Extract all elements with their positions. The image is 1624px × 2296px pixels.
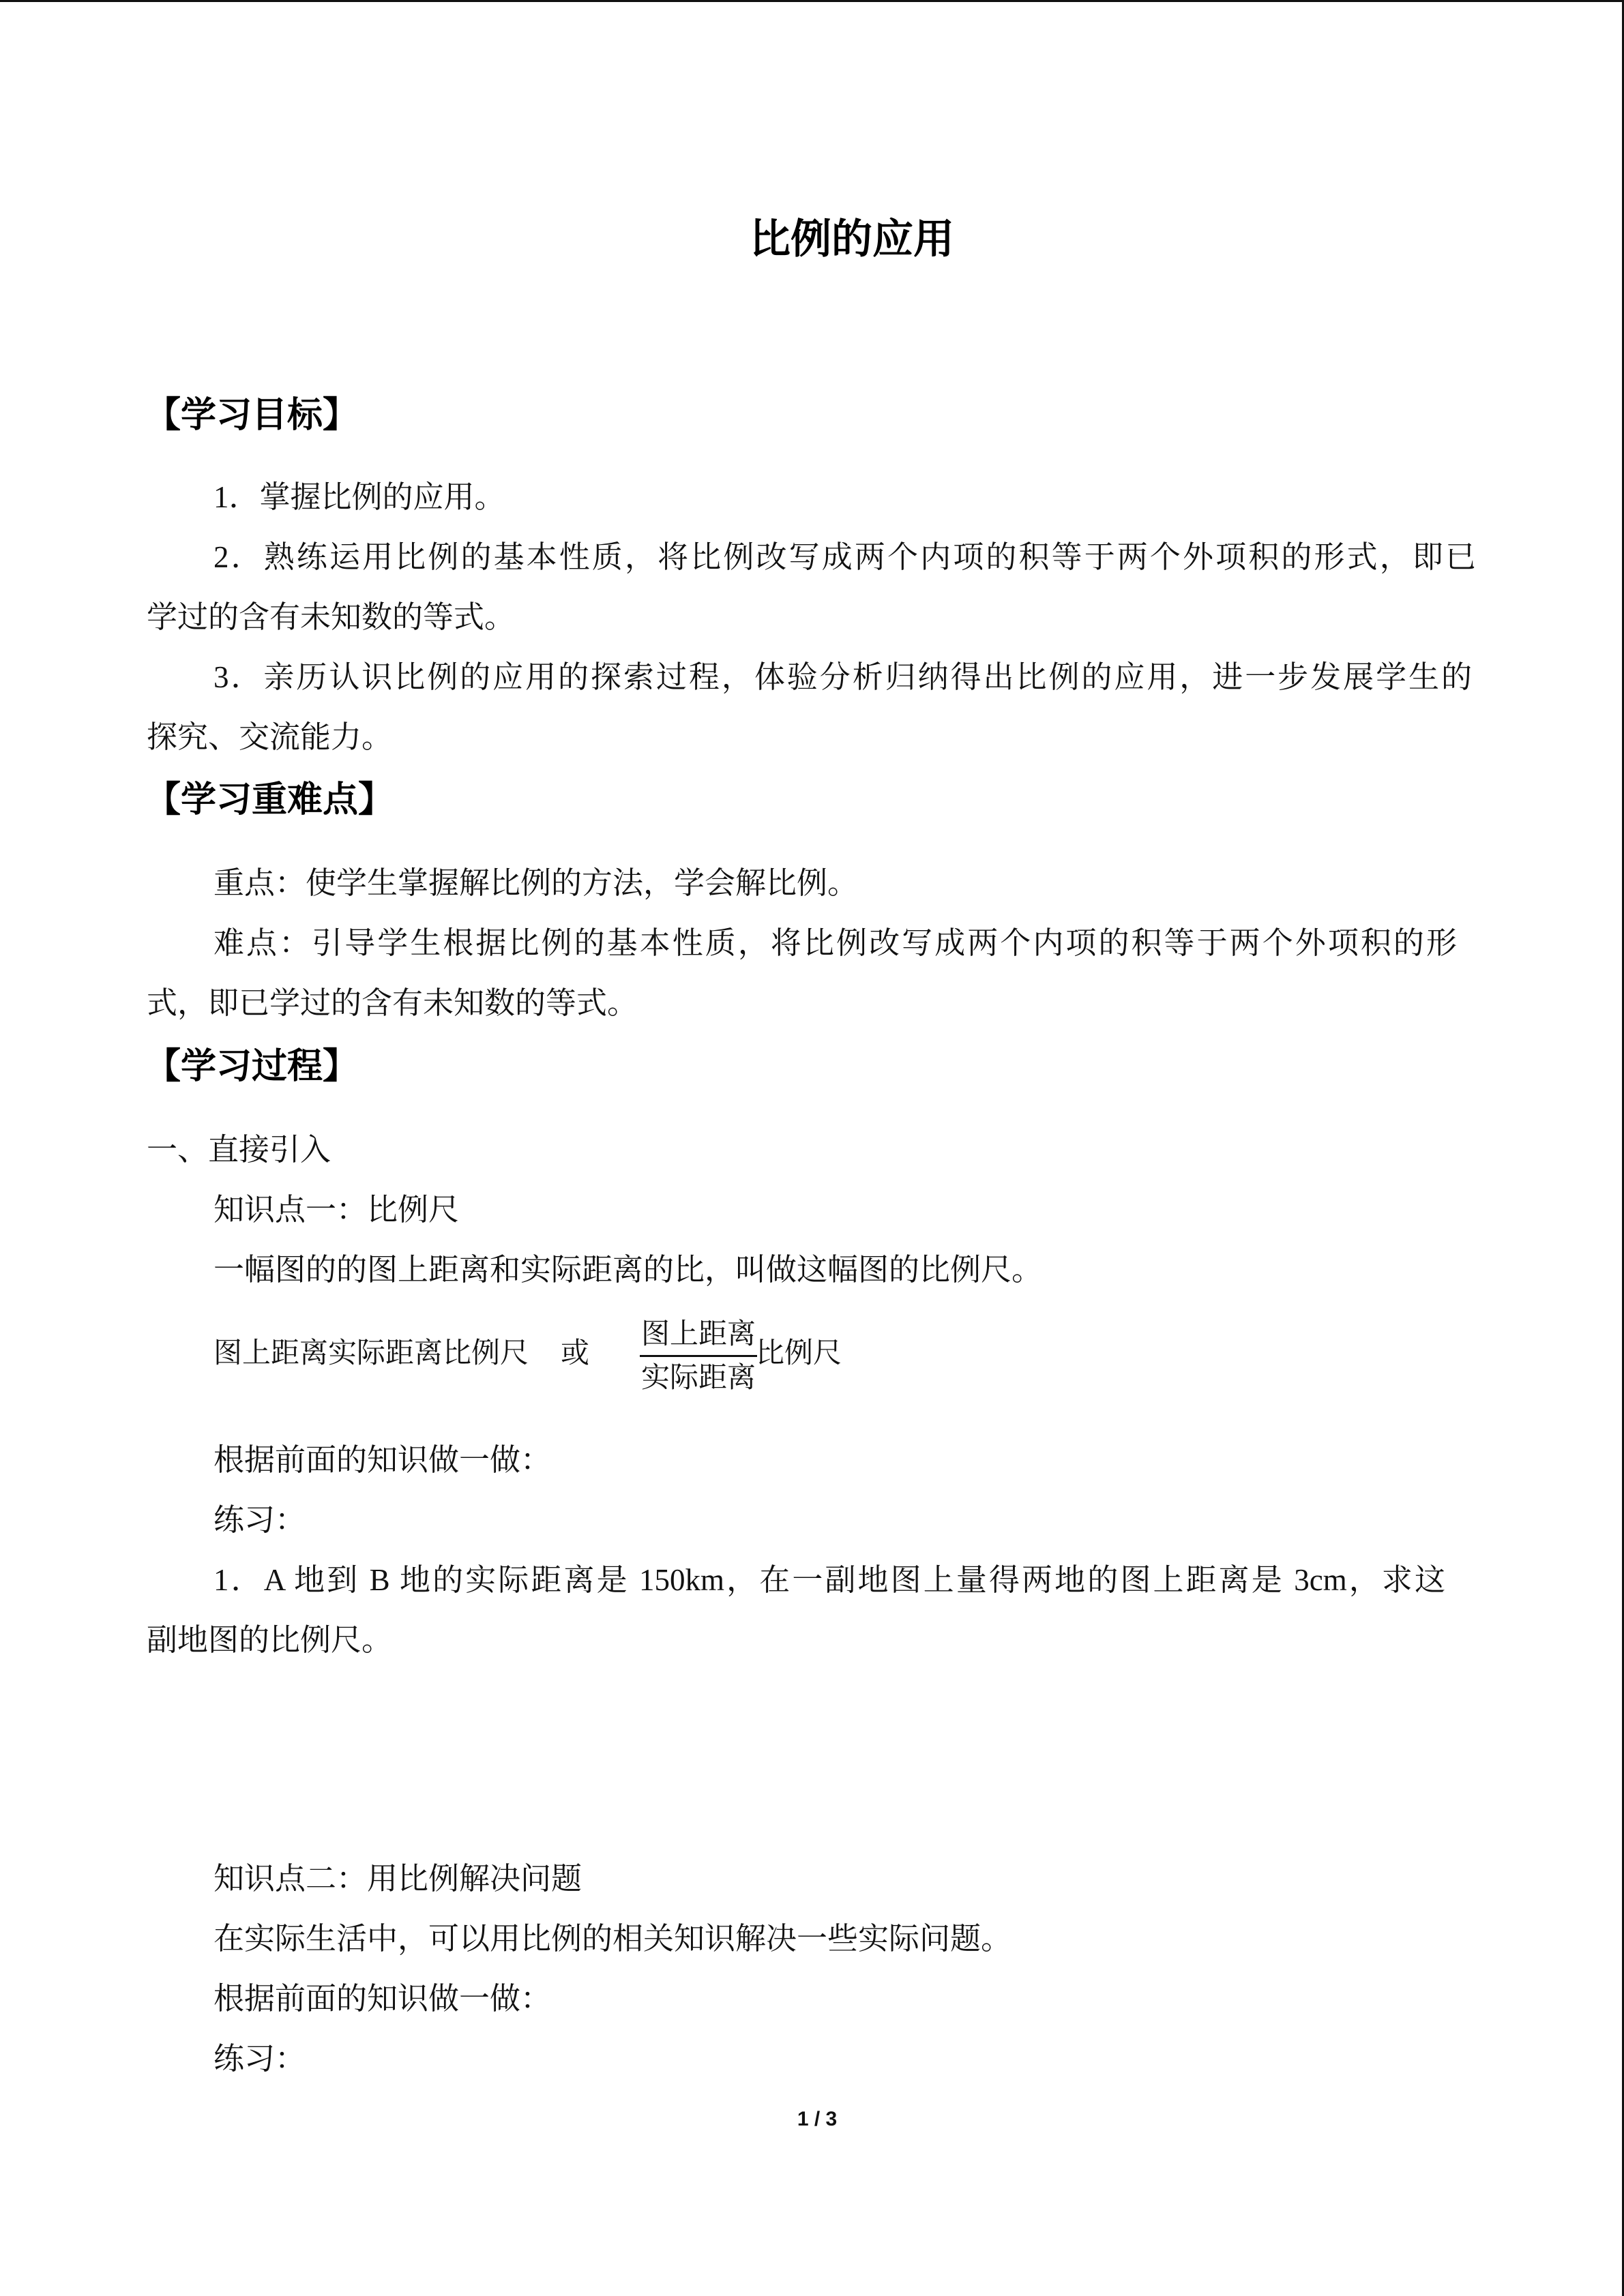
paragraph-line: 探究、交流能力。: [147, 720, 393, 754]
section-heading-objectives: 【学习目标】: [145, 396, 359, 435]
practice-prompt: 根据前面的知识做一做：: [213, 1443, 552, 1477]
paragraph-line: 学过的含有未知数的等式。: [147, 600, 516, 634]
definition-text: 一幅图的的图上距离和实际距离的比，叫做这幅图的比例尺。: [213, 1253, 1043, 1287]
formula-inline: 图上距离实际距离比例尺: [213, 1338, 529, 1369]
formula-or: 或: [561, 1338, 590, 1369]
paragraph-line: 副地图的比例尺。: [147, 1623, 393, 1657]
practice-prompt: 根据前面的知识做一做：: [213, 1982, 552, 2016]
page-title: 比例的应用: [750, 216, 954, 262]
page-number: 1 / 3: [797, 2108, 838, 2130]
fraction-denominator: 实际距离: [640, 1362, 756, 1394]
paragraph-line: 难点：引导学生根据比例的基本性质，将比例改写成两个内项的积等于两个外项积的形: [213, 926, 1457, 960]
paragraph-line: 3．亲历认识比例的应用的探索过程，体验分析归纳得出比例的应用，进一步发展学生的: [213, 660, 1472, 694]
paragraph-line: 2．熟练运用比例的基本性质，将比例改写成两个内项的积等于两个外项积的形式，即已: [213, 540, 1476, 574]
paragraph-line: 1．A 地到 B 地的实际距离是 150km，在一副地图上量得两地的图上距离是 3cm，求这: [213, 1563, 1445, 1597]
paragraph-line: 1．掌握比例的应用。: [213, 480, 505, 514]
exercise-label: 练习：: [213, 2042, 306, 2076]
knowledge-point-title: 知识点一：比例尺: [213, 1193, 460, 1227]
fraction-numerator: 图上距离: [640, 1319, 756, 1350]
formula-result: 比例尺: [756, 1338, 842, 1369]
knowledge-point-title: 知识点二：用比例解决问题: [213, 1862, 582, 1896]
section-heading-key-points: 【学习重难点】: [145, 780, 394, 820]
subsection-title: 一、直接引入: [147, 1133, 331, 1167]
exercise-label: 练习：: [213, 1503, 306, 1537]
paragraph-line: 式，即已学过的含有未知数的等式。: [147, 986, 638, 1020]
fraction-bar: [640, 1355, 757, 1357]
section-heading-process: 【学习过程】: [145, 1047, 359, 1086]
description-text: 在实际生活中，可以用比例的相关知识解决一些实际问题。: [213, 1922, 1012, 1956]
paragraph-line: 重点：使学生掌握解比例的方法，学会解比例。: [213, 866, 859, 900]
